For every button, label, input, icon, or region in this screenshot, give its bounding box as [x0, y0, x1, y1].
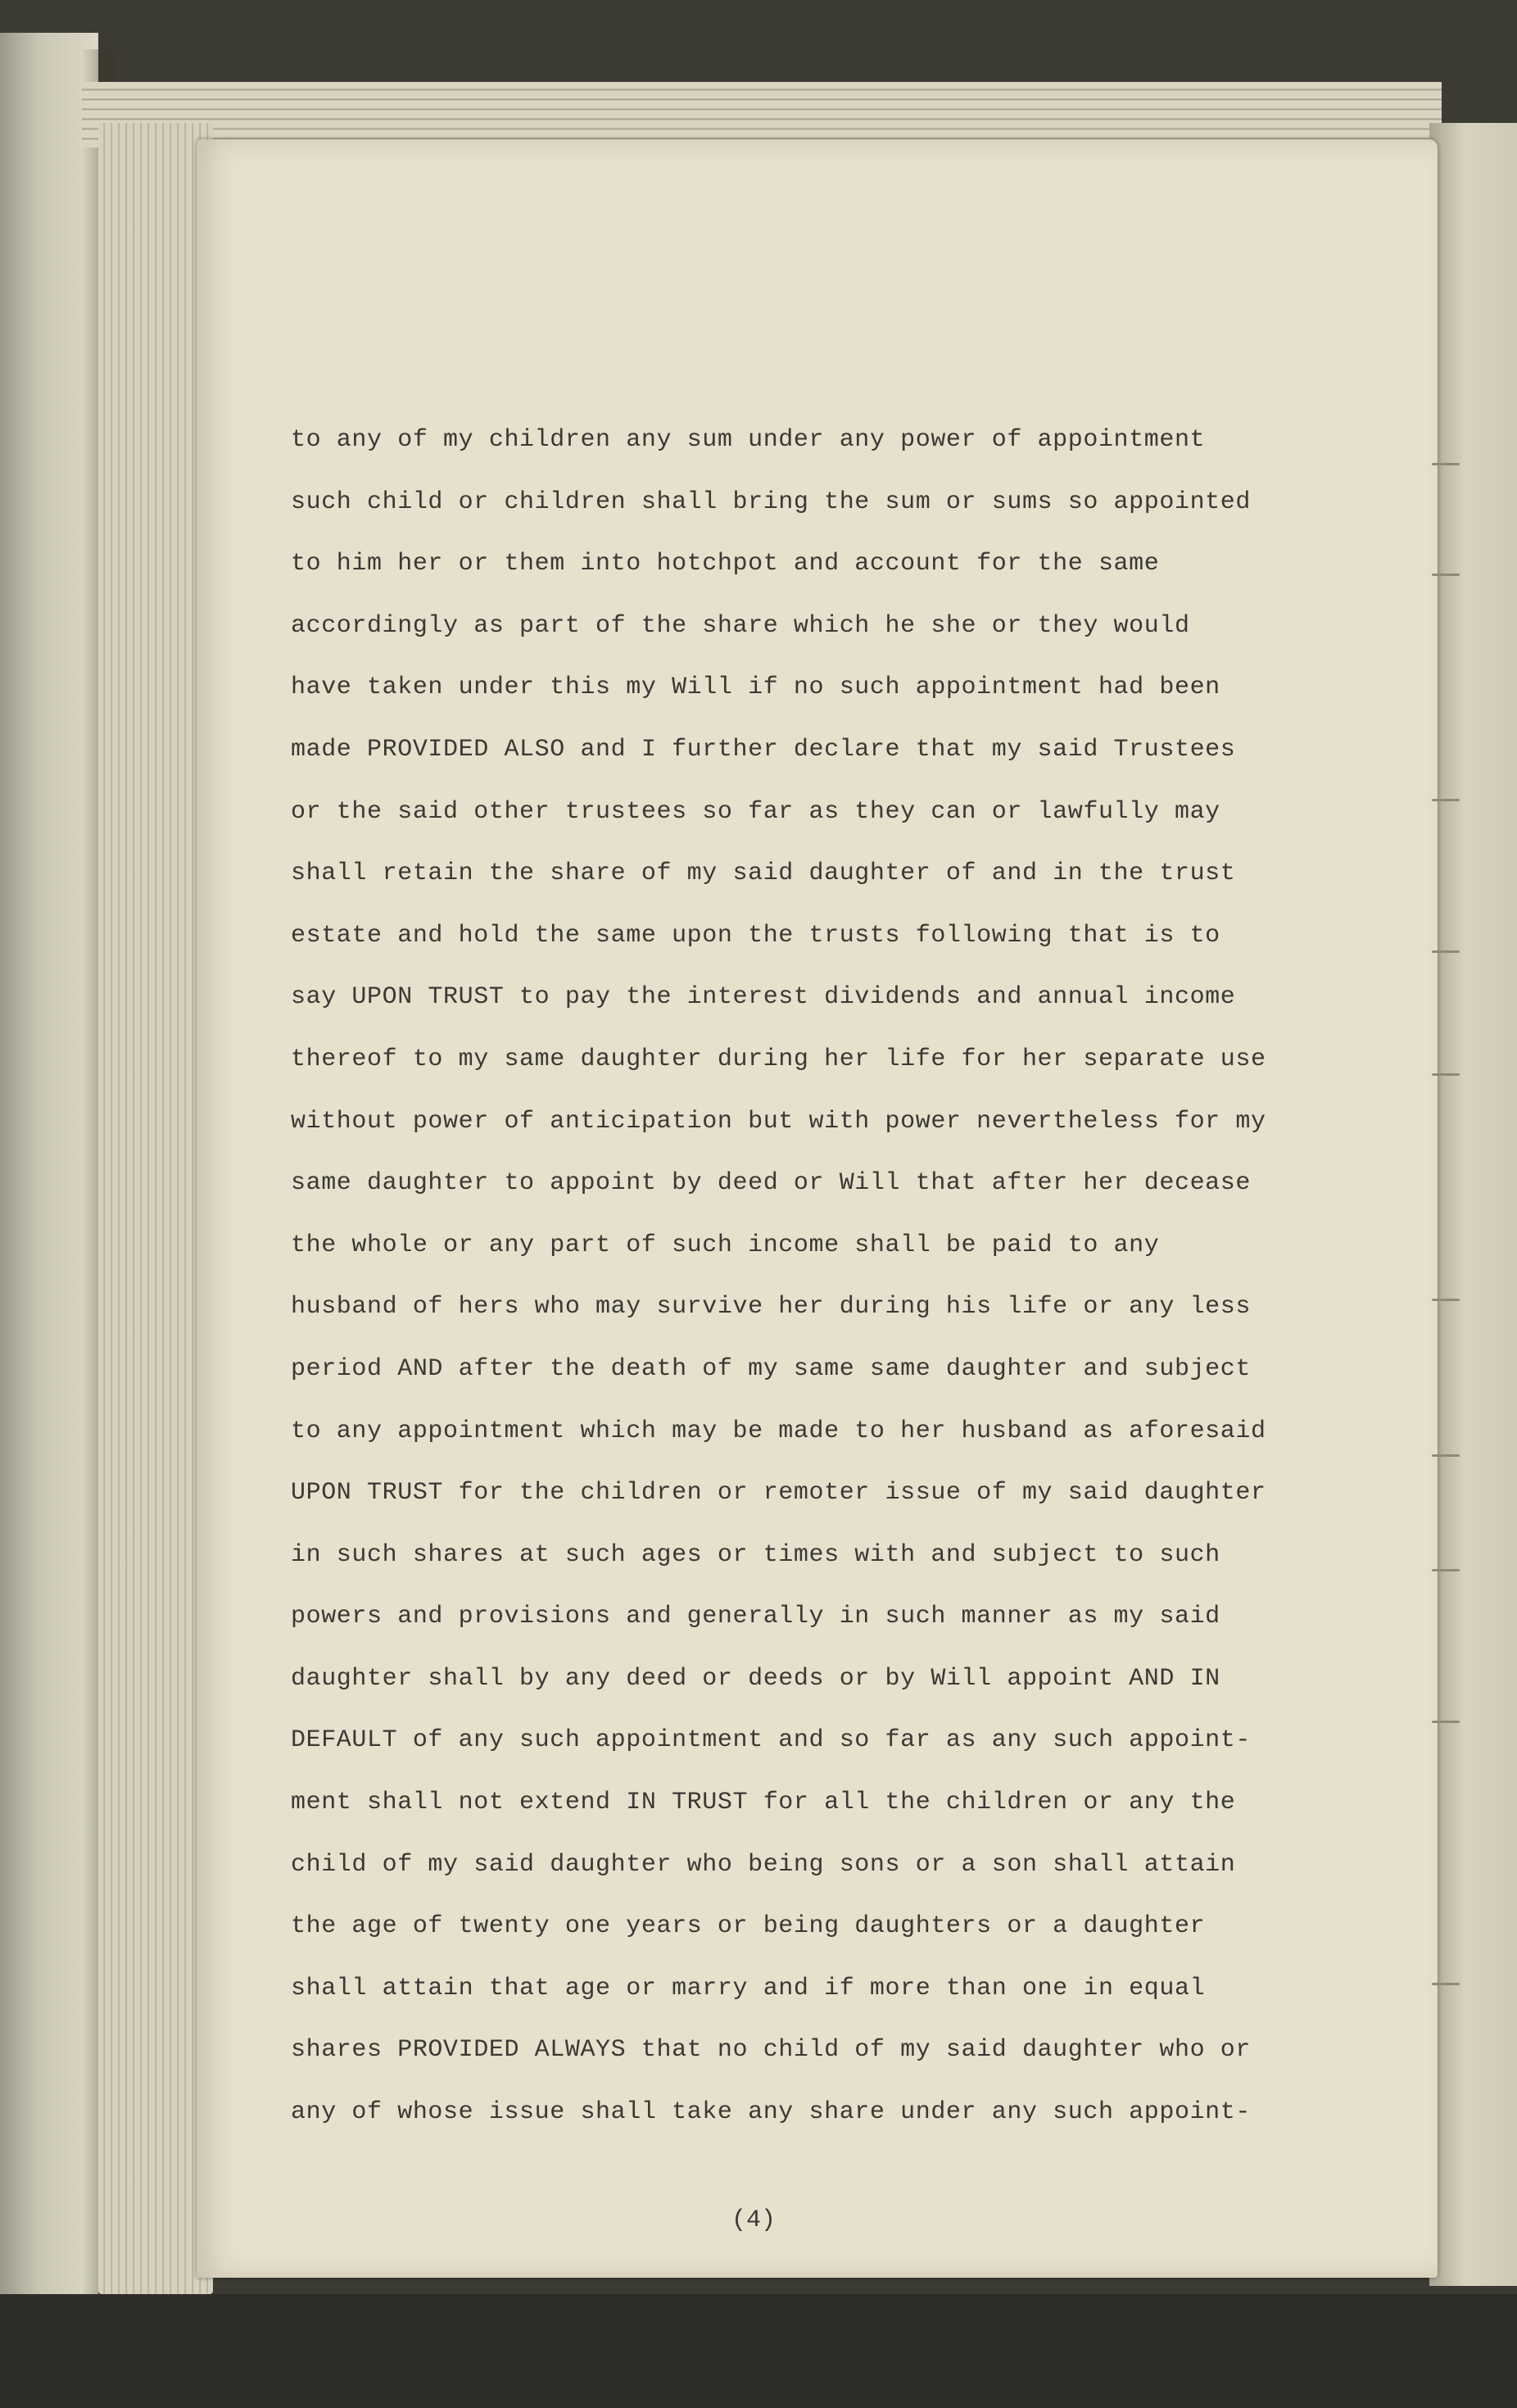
binding-thread-mark — [1432, 463, 1460, 465]
text-line: shares PROVIDED ALWAYS that no child of my said daughter who or — [291, 2036, 1251, 2065]
text-line: ment shall not extend IN TRUST for all the children or any the — [291, 1789, 1236, 1817]
binding-thread-mark — [1432, 1983, 1460, 1985]
binding-thread-mark — [1432, 1721, 1460, 1723]
text-line: DEFAULT of any such appointment and so far as any such appoint- — [291, 1726, 1251, 1755]
binding-thread-mark — [1432, 1073, 1460, 1076]
text-line: without power of anticipation but with power nevertheless for my — [291, 1107, 1266, 1136]
text-line: same daughter to appoint by deed or Will that after her decease — [291, 1169, 1251, 1198]
binding-thread-mark — [1432, 574, 1460, 576]
text-line: any of whose issue shall take any share under any such appoint- — [291, 2098, 1251, 2127]
binding-thread-mark — [1432, 950, 1460, 953]
text-line: estate and hold the same upon the trusts following that is to — [291, 921, 1220, 950]
text-line: the whole or any part of such income shall be paid to any — [291, 1231, 1160, 1259]
page-stack-top-edges — [82, 82, 1442, 147]
typed-text-block — [291, 410, 1388, 2144]
text-line: to any appointment which may be made to her husband as aforesaid — [291, 1417, 1266, 1445]
text-line: period AND after the death of my same same daughter and subject — [291, 1354, 1251, 1383]
text-line: shall retain the share of my said daughter of and in the trust — [291, 859, 1236, 888]
text-line: shall attain that age or marry and if more than one in equal — [291, 1974, 1206, 2002]
text-line: UPON TRUST for the children or remoter issue of my said daughter — [291, 1479, 1266, 1508]
page-number: (4) — [731, 2206, 776, 2234]
binding-thread-mark — [1432, 1569, 1460, 1571]
text-line: made PROVIDED ALSO and I further declare that my said Trustees — [291, 735, 1236, 764]
text-line: powers and provisions and generally in such manner as my said — [291, 1603, 1220, 1631]
text-line: daughter shall by any deed or deeds or by Will appoint AND IN — [291, 1664, 1220, 1693]
binding-thread-mark — [1432, 1454, 1460, 1457]
text-line: or the said other trustees so far as they can or lawfully may — [291, 797, 1220, 826]
text-line: have taken under this my Will if no such appointment had been — [291, 673, 1220, 702]
text-line: husband of hers who may survive her during his life or any less — [291, 1293, 1251, 1322]
binding-thread-mark — [1432, 1299, 1460, 1301]
text-line: to any of my children any sum under any power of appointment — [291, 426, 1206, 454]
text-line: such child or children shall bring the sum or sums so appointed — [291, 487, 1251, 516]
text-line: say UPON TRUST to pay the interest dividends and annual income — [291, 983, 1236, 1012]
text-line: accordingly as part of the share which he she or they would — [291, 611, 1190, 640]
background-bottom — [0, 2294, 1517, 2408]
text-line: in such shares at such ages or times with and subject to such — [291, 1540, 1220, 1569]
text-line: the age of twenty one years or being daughters or a daughter — [291, 1912, 1206, 1941]
text-line: child of my said daughter who being sons or a son shall attain — [291, 1850, 1236, 1879]
text-line: thereof to my same daughter during her life for her separate use — [291, 1045, 1266, 1073]
text-line: to him her or them into hotchpot and account for the same — [291, 550, 1160, 578]
facing-page-right — [1429, 123, 1517, 2286]
page-stack-left-edges — [98, 123, 213, 2294]
binding-thread-mark — [1432, 799, 1460, 801]
